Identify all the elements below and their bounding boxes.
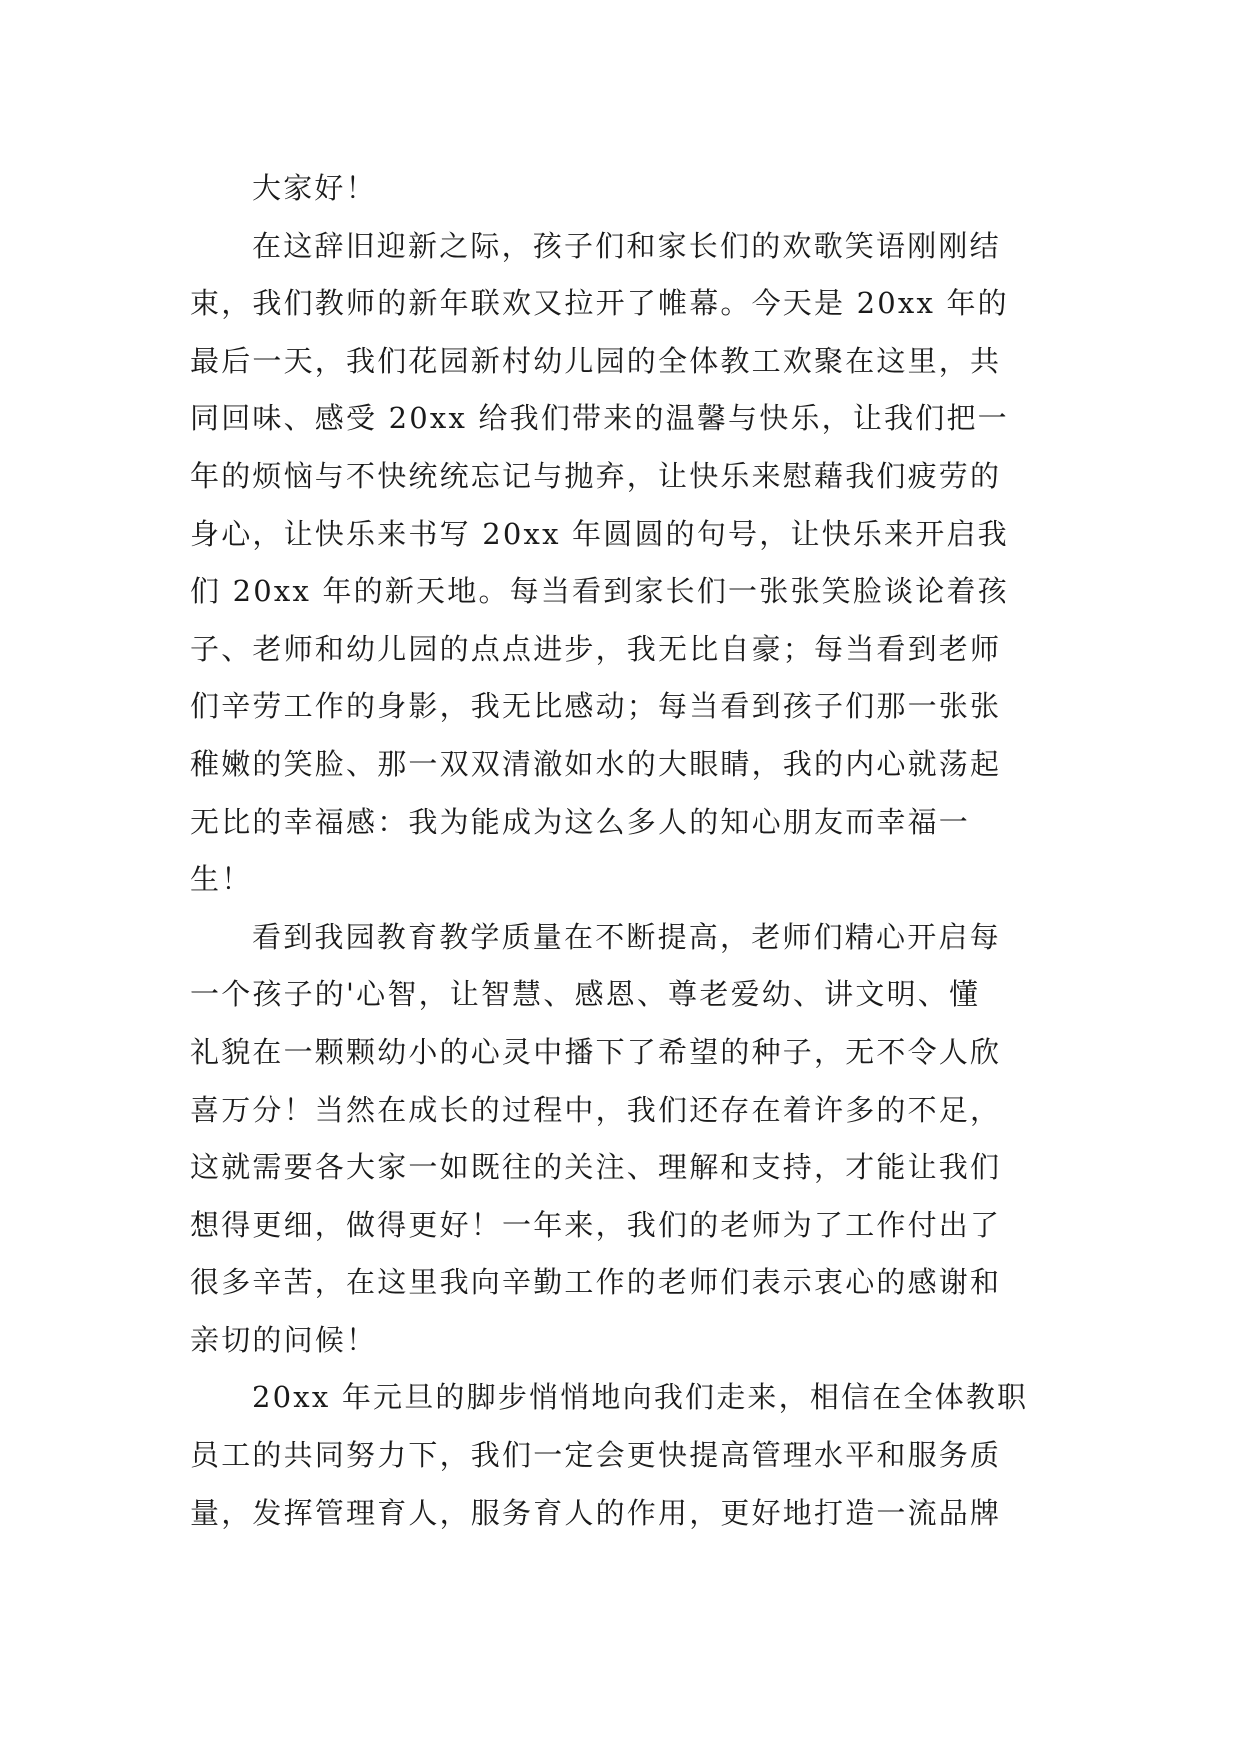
text-line: 束，我们教师的新年联欢又拉开了帷幕。今天是 20xx 年的: [190, 286, 1009, 321]
text-line: 们辛劳工作的身影，我无比感动；每当看到孩子们那一张张: [190, 689, 1002, 724]
text-line: 很多辛苦，在这里我向辛勤工作的老师们表示衷心的感谢和: [190, 1265, 1002, 1300]
text-line: 身心，让快乐来书写 20xx 年圆圆的句号，让快乐来开启我: [190, 516, 1009, 551]
text-line: 年的烦恼与不快统统忘记与抛弃，让快乐来慰藉我们疲劳的: [190, 458, 1002, 493]
text-line: 无比的幸福感：我为能成为这么多人的知心朋友而幸福一: [190, 804, 971, 839]
text-line: 想得更细，做得更好！一年来，我们的老师为了工作付出了: [190, 1207, 1002, 1242]
text-line: 亲切的问候！: [190, 1322, 378, 1357]
text-line: 量，发挥管理育人，服务育人的作用，更好地打造一流品牌: [190, 1495, 1002, 1530]
text-line: 子、老师和幼儿园的点点进步，我无比自豪；每当看到老师: [190, 631, 1002, 666]
text-line: 稚嫩的笑脸、那一双双清澈如水的大眼睛，我的内心就荡起: [190, 746, 1002, 781]
text-line: 最后一天，我们花园新村幼儿园的全体教工欢聚在这里，共: [190, 343, 1002, 378]
text-line: 看到我园教育教学质量在不断提高，老师们精心开启每: [252, 919, 1001, 954]
text-line: 这就需要各大家一如既往的关注、理解和支持，才能让我们: [190, 1150, 1002, 1185]
text-line: 们 20xx 年的新天地。每当看到家长们一张张笑脸谈论着孩: [190, 574, 1009, 609]
text-line: 生！: [190, 862, 253, 897]
text-line: 大家好！: [252, 171, 377, 205]
text-line: 礼貌在一颗颗幼小的心灵中播下了希望的种子，无不令人欣: [190, 1034, 1002, 1069]
text-line: 喜万分！当然在成长的过程中，我们还存在着许多的不足，: [190, 1092, 1002, 1127]
text-line: 20xx 年元旦的脚步悄悄地向我们走来，相信在全体教职: [252, 1380, 1029, 1415]
text-line: 在这辞旧迎新之际，孩子们和家长们的欢歌笑语刚刚结: [252, 228, 1001, 263]
text-line: 同回味、感受 20xx 给我们带来的温馨与快乐，让我们把一: [190, 401, 1009, 436]
document-body: [190, 160, 1070, 1542]
text-line: 一个孩子的'心智，让智慧、感恩、尊老爱幼、讲文明、懂: [190, 977, 981, 1012]
text-line: 员工的共同努力下，我们一定会更快提高管理水平和服务质: [190, 1438, 1002, 1473]
